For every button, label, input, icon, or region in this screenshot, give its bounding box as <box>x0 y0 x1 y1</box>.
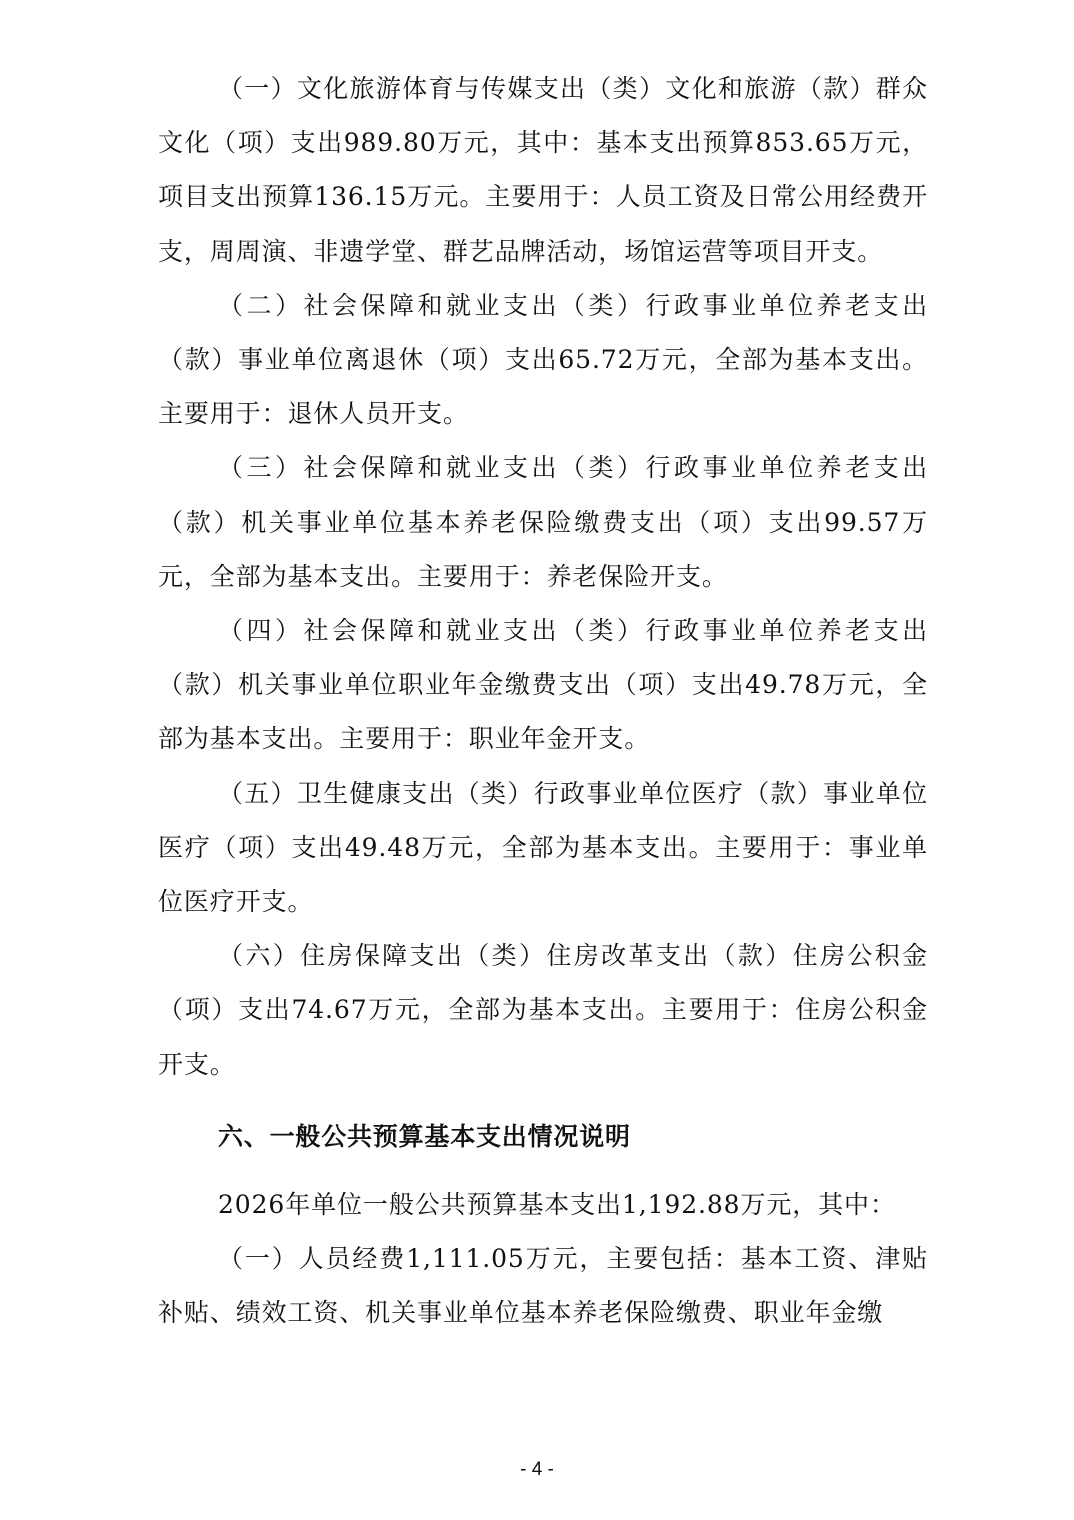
paragraph-basic-expenditure-summary: 2026年单位一般公共预算基本支出1,192.88万元，其中： <box>218 1189 896 1219</box>
paragraph-culture-expenditure: （一）文化旅游体育与传媒支出（类）文化和旅游（款）群众文化（项）支出989.80万元，其中：基本支出预算853.65万元，项目支出预算136.15万元。主要用于：人员工资及日常公用经费开支，周周演、非遗学堂、群艺品牌活动，场馆运营等项目开支。 <box>158 74 928 266</box>
spacer <box>158 1164 928 1178</box>
page-number: - 4 - <box>520 1459 554 1480</box>
paragraph-occupational-annuity-expenditure: （四）社会保障和就业支出（类）行政事业单位养老支出（款）机关事业单位职业年金缴费支出（项）支出49.78万元，全部为基本支出。主要用于：职业年金开支。 <box>158 616 928 754</box>
paragraph-personnel-expenditure: （一）人员经费1,111.05万元，主要包括：基本工资、津贴补贴、绩效工资、机关事业单位基本养老保险缴费、职业年金缴 <box>158 1244 928 1328</box>
paragraph-housing-fund-expenditure: （六）住房保障支出（类）住房改革支出（款）住房公积金（项）支出74.67万元，全部为基本支出。主要用于：住房公积金开支。 <box>158 941 928 1079</box>
paragraph-medical-expenditure: （五）卫生健康支出（类）行政事业单位医疗（款）事业单位医疗（项）支出49.48万元，全部为基本支出。主要用于：事业单位医疗开支。 <box>158 778 928 917</box>
document-body <box>158 62 928 1340</box>
paragraph-pension-insurance-expenditure: （三）社会保障和就业支出（类）行政事业单位养老支出（款）机关事业单位基本养老保险缴费支出（项）支出99.57万元，全部为基本支出。主要用于：养老保险开支。 <box>158 453 928 591</box>
paragraph-retirement-expenditure: （二）社会保障和就业支出（类）行政事业单位养老支出（款）事业单位离退休（项）支出65.72万元，全部为基本支出。主要用于：退休人员开支。 <box>158 290 928 429</box>
section-heading: 六、一般公共预算基本支出情况说明 <box>218 1121 631 1151</box>
spacer <box>158 1092 928 1110</box>
